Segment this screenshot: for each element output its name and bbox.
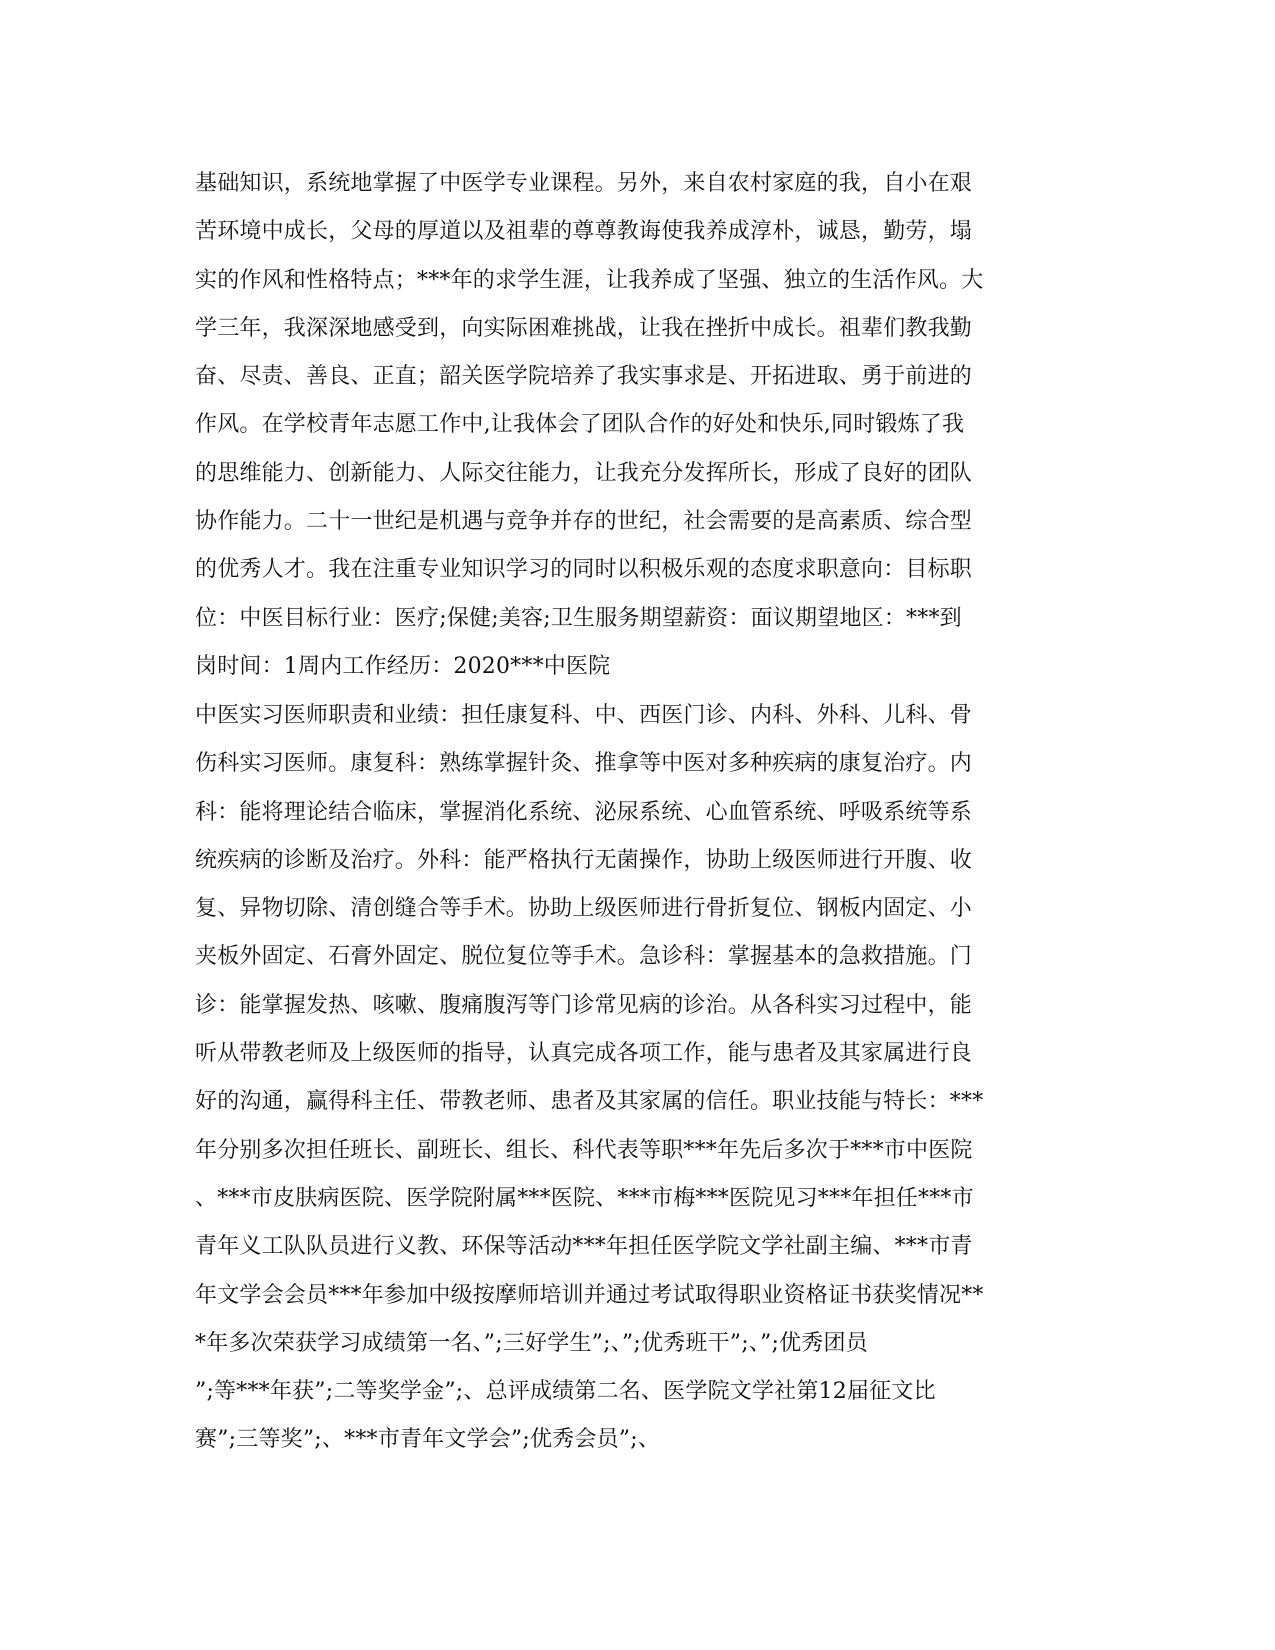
text-line: 年文学会会员***年参加中级按摩师培训并通过考试取得职业资格证书获奖情况**: [195, 1282, 984, 1308]
text-line: 苦环境中成长，父母的厚道以及祖辈的尊尊教诲使我养成淳朴，诚恳，勤劳，塌: [195, 219, 973, 245]
text-line: 位：中医目标行业：医疗;保健;美容;卫生服务期望薪资：面议期望地区：***到: [195, 605, 962, 631]
text-line: 年分别多次担任班长、副班长、组长、科代表等职***年先后多次于***市中医院: [195, 1137, 973, 1163]
text-line: 的优秀人才。我在注重专业知识学习的同时以积极乐观的态度求职意向：目标职: [195, 557, 973, 583]
text-line: 中医实习医师职责和业绩：担任康复科、中、西医门诊、内科、外科、儿科、骨: [195, 703, 973, 728]
text-line: 基础知识，系统地掌握了中医学专业课程。另外，来自农村家庭的我，自小在艰: [195, 171, 973, 196]
text-line: 复、异物切除、清创缝合等手术。协助上级医师进行骨折复位、钢板内固定、小: [195, 896, 973, 922]
text-line: 赛”;三等奖”;、***市青年文学会”;优秀会员”;、: [195, 1427, 661, 1453]
paragraph-internship-experience: [195, 692, 1085, 1465]
text-line: 青年义工队队员进行义教、环保等活动***年担任医学院文学社副主编、***市青: [195, 1234, 973, 1260]
text-line: ”;等***年获”;二等奖学金”;、总评成绩第二名、医学院文学社第12届征文比: [195, 1379, 936, 1405]
text-line: 作风。在学校青年志愿工作中,让我体会了团队合作的好处和快乐,同时锻炼了我: [195, 412, 965, 438]
text-line: 实的作风和性格特点；***年的求学生涯，让我养成了坚强、独立的生活作风。大: [195, 267, 984, 293]
text-line: 奋、尽责、善良、正直；韶关医学院培养了我实事求是、开拓进取、勇于前进的: [195, 364, 973, 390]
text-line: 协作能力。二十一世纪是机遇与竞争并存的世纪，社会需要的是高素质、综合型: [195, 509, 973, 535]
text-line: 诊：能掌握发热、咳嗽、腹痛腹泻等门诊常见病的诊治。从各科实习过程中，能: [195, 992, 973, 1018]
text-line: 学三年，我深深地感受到，向实际困难挑战，让我在挫折中成长。祖辈们教我勤: [195, 315, 973, 341]
text-line: 的思维能力、创新能力、人际交往能力，让我充分发挥所长，形成了良好的团队: [195, 460, 973, 486]
text-line: 好的沟通，赢得科主任、带教老师、患者及其家属的信任。职业技能与特长：***: [195, 1089, 984, 1115]
text-line: 、***市皮肤病医院、医学院附属***医院、***市梅***医院见习***年担任***市: [195, 1185, 974, 1211]
text-line: 统疾病的诊断及治疗。外科：能严格执行无菌操作，协助上级医师进行开腹、收: [195, 847, 973, 873]
text-line: 听从带教老师及上级医师的指导，认真完成各项工作，能与患者及其家属进行良: [195, 1041, 973, 1067]
text-line: 伤科实习医师。康复科：熟练掌握针灸、推拿等中医对多种疾病的康复治疗。内: [195, 751, 973, 777]
text-line: 岗时间：1周内工作经历：2020***中医院: [195, 653, 611, 679]
text-line: 科：能将理论结合临床，掌握消化系统、泌尿系统、心血管系统、呼吸系统等系: [195, 799, 973, 825]
paragraph-education-personality: [195, 160, 1085, 691]
text-line: *年多次荣获学习成绩第一名、”;三好学生”;、”;优秀班干”;、”;优秀团员: [195, 1330, 868, 1356]
text-line: 夹板外固定、石膏外固定、脱位复位等手术。急诊科：掌握基本的急救措施。门: [195, 944, 973, 970]
